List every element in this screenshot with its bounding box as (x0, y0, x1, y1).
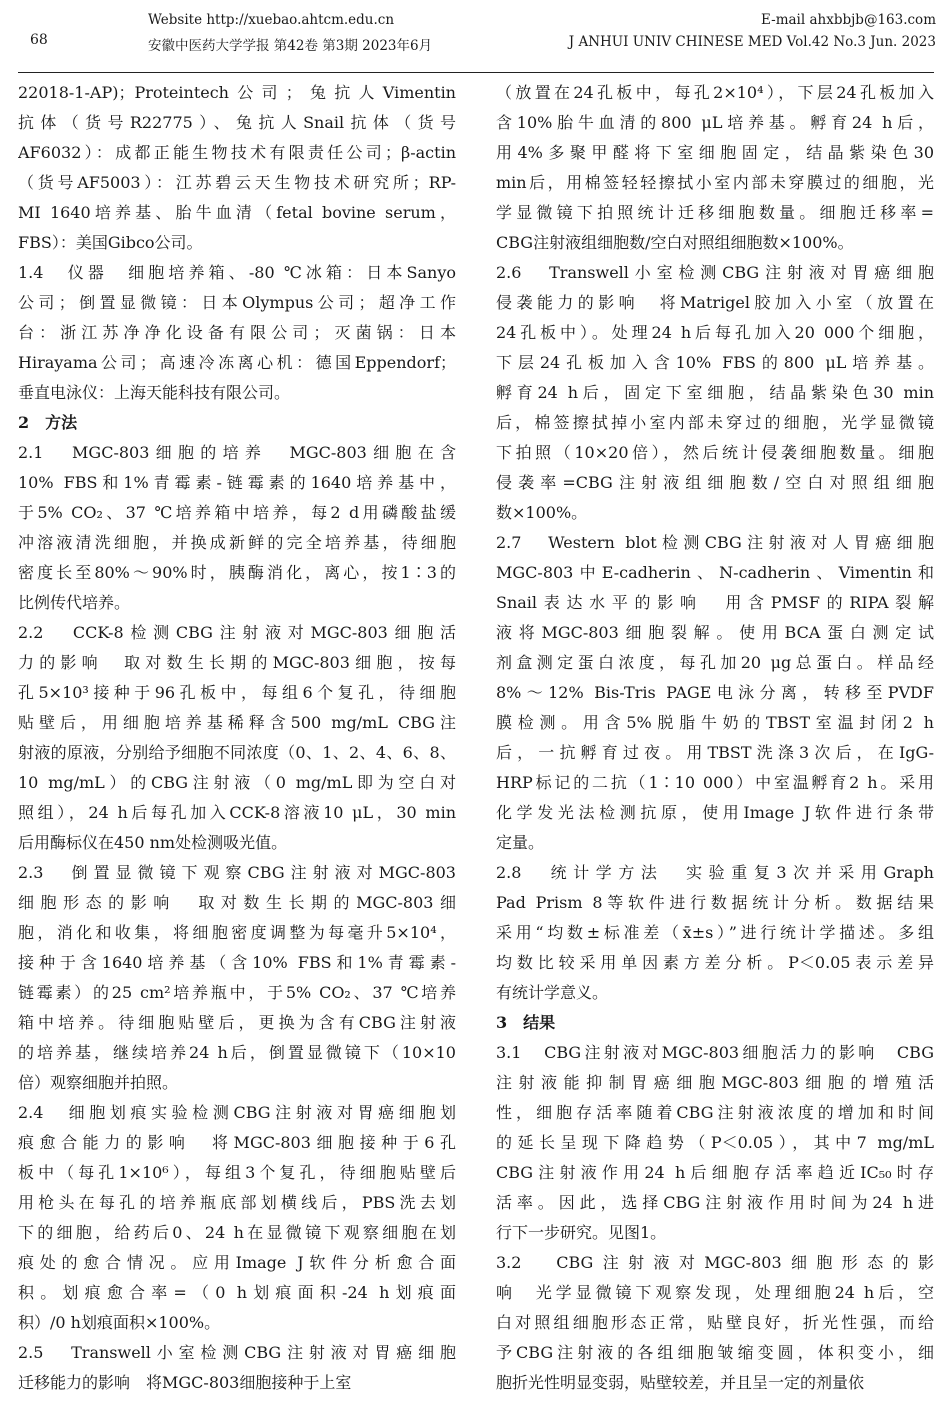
right-column (496, 78, 934, 1398)
header-rule (18, 72, 934, 73)
left-column (18, 78, 456, 1398)
text-line: 1.4 仪器 细胞培养箱、-80 ℃冰箱：日本Sanyo (18, 263, 456, 282)
text-line: 2.5 Transwell小室检测CBG注射液对胃癌细胞 (18, 1343, 456, 1362)
text-line: 含10%胎牛血清的800 μL培养基。孵育24 h后， (496, 113, 934, 132)
text-line: 10% FBS和1%青霉素-链霉素的1640培养基中， (18, 473, 456, 492)
text-line: 后用酶标仪在450 nm处检测吸光值。 (18, 833, 288, 852)
text-line: 性，细胞存活率随着CBG注射液浓度的增加和时间 (496, 1103, 934, 1122)
text-line: 板中（每孔1×10⁶），每组3个复孔，待细胞贴壁后 (18, 1163, 456, 1182)
text-line: 胞折光性明显变弱，贴壁较差，并且呈一定的剂量依 (496, 1373, 865, 1392)
text-line: MI 1640培养基、胎牛血清（fetal bovine serum， (18, 203, 456, 222)
text-line: 下拍照（10×20倍），然后统计侵袭细胞数量。细胞 (496, 443, 934, 462)
text-line: HRP标记的二抗（1∶10 000）中室温孵育2 h。采用 (496, 773, 934, 792)
text-line: AF6032）：成都正能生物技术有限责任公司；β-actin (18, 143, 456, 162)
journal-title-cn: 安徽中医药大学学报 第42卷 第3期 2023年6月 (148, 38, 433, 54)
text-line: 箱中培养。待细胞贴壁后，更换为含有CBG注射液 (18, 1013, 456, 1032)
text-line: 液将MGC-803细胞裂解。使用BCA蛋白测定试 (496, 623, 934, 642)
text-line: 定量。 (496, 833, 545, 852)
text-line: 2.2 CCK-8检测CBG注射液对MGC-803细胞活 (18, 623, 456, 642)
text-line: 有统计学意义。 (496, 983, 609, 1002)
text-line: 下的细胞，给药后0、24 h在显微镜下观察细胞在划 (18, 1223, 456, 1242)
text-line: 响 光学显微镜下观察发现，处理细胞24 h后，空 (496, 1283, 934, 1302)
text-line: 细胞形态的影响 取对数生长期的MGC-803细 (18, 893, 456, 912)
text-line: 注射液能抑制胃癌细胞MGC-803细胞的增殖活 (496, 1073, 934, 1092)
text-line: Snail表达水平的影响 用含PMSF的RIPA裂解 (496, 593, 934, 612)
text-line: 化学发光法检测抗原，使用Image J软件进行条带 (496, 803, 934, 822)
text-line: 侵袭率=CBG注射液组细胞数/空白对照组细胞 (496, 473, 934, 492)
text-line: 侵袭能力的影响 将Matrigel胶加入小室（放置在 (496, 293, 934, 312)
text-line: 采用“均数±标准差（x̄±s）”进行统计学描述。多组 (496, 923, 934, 942)
text-line: 剂盒测定蛋白浓度，每孔加20 μg总蛋白。样品经 (496, 653, 934, 672)
text-line: CBG注射液组细胞数/空白对照组细胞数×100%。 (496, 233, 854, 252)
page-header (30, 10, 936, 66)
text-line: 射液的原液，分别给予细胞不同浓度（0、1、2、4、6、8、 (18, 743, 456, 762)
text-line: 冲溶液清洗细胞，并换成新鲜的完全培养基，待细胞 (18, 533, 456, 552)
text-line: 2.6 Transwell小室检测CBG注射液对胃癌细胞 (496, 263, 934, 282)
text-line: 白对照组细胞形态正常，贴壁良好，折光性强，而给 (496, 1313, 934, 1332)
text-line: 数×100%。 (496, 503, 588, 522)
text-line: 抗体（货号R22775）、兔抗人Snail抗体（货号 (18, 113, 456, 132)
text-line: 均数比较采用单因素方差分析。P＜0.05表示差异 (496, 953, 934, 972)
text-line: 照组），24 h后每孔加入CCK-8溶液10 μL，30 min (18, 803, 456, 822)
text-line: Pad Prism 8等软件进行数据统计分析。数据结果 (496, 893, 934, 912)
text-line: 密度长至80%～90%时，胰酶消化，离心，按1∶3的 (18, 563, 456, 582)
text-line: FBS）：美国Gibco公司。 (18, 233, 203, 252)
text-line: 垂直电泳仪：上海天能科技有限公司。 (18, 383, 291, 402)
text-line: 3.2 CBG注射液对MGC-803细胞形态的影 (496, 1253, 934, 1272)
text-line: 接种于含1640培养基（含10% FBS和1%青霉素- (18, 953, 456, 972)
text-line: 台：浙江苏净净化设备有限公司；灭菌锅：日本 (18, 323, 456, 342)
text-line: 2.3 倒置显微镜下观察CBG注射液对MGC-803 (18, 863, 456, 882)
text-line: 3.1 CBG注射液对MGC-803细胞活力的影响 CBG (496, 1043, 934, 1062)
text-line: 积）/0 h划痕面积×100%。 (18, 1313, 221, 1332)
text-line: 2.1 MGC-803细胞的培养 MGC-803细胞在含 (18, 443, 456, 462)
text-line: 3 结果 (496, 1013, 556, 1032)
text-line: 22018-1-AP)；Proteintech公司；兔抗人Vimentin (18, 83, 456, 102)
text-line: 8%～12% Bis-Tris PAGE电泳分离，转移至PVDF (496, 683, 934, 702)
text-line: 孔5×10³接种于96孔板中，每组6个复孔，待细胞 (18, 683, 456, 702)
text-line: 10 mg/mL）的CBG注射液（0 mg/mL即为空白对 (18, 773, 456, 792)
text-line: 孵育24 h后，固定下室细胞，结晶紫染色30 min (496, 383, 934, 402)
text-line: 用4%多聚甲醛将下室细胞固定，结晶紫染色30 (496, 143, 934, 162)
text-line: 2.7 Western blot检测CBG注射液对人胃癌细胞 (496, 533, 934, 552)
text-line: 的延长呈现下降趋势（P＜0.05），其中7 mg/mL (496, 1133, 934, 1152)
text-line: 力的影响 取对数生长期的MGC-803细胞，按每 (18, 653, 456, 672)
text-line: CBG注射液作用24 h后细胞存活率趋近IC₅₀时存 (496, 1163, 934, 1182)
text-line: Hirayama公司；高速冷冻离心机：德国Eppendorf； (18, 353, 456, 372)
text-line: 2.8 统计学方法 实验重复3次并采用Graph (496, 863, 934, 882)
text-line: 后，棉签擦拭掉小室内部未穿过的细胞，光学显微镜 (496, 413, 934, 432)
text-line: 痕处的愈合情况。应用Image J软件分析愈合面 (18, 1253, 456, 1272)
text-line: 后，一抗孵育过夜。用TBST洗涤3次后，在IgG- (496, 743, 934, 762)
text-line: MGC-803中E-cadherin、N-cadherin、Vimentin和 (496, 563, 934, 582)
text-line: min后，用棉签轻轻擦拭小室内部未穿膜过的细胞，光 (496, 173, 934, 192)
text-line: 学显微镜下拍照统计迁移细胞数量。细胞迁移率= (496, 203, 934, 222)
text-line: 贴壁后，用细胞培养基稀释含500 mg/mL CBG注 (18, 713, 456, 732)
text-line: （放置在24孔板中，每孔2×10⁴），下层24孔板加入 (496, 83, 934, 102)
text-line: 倍）观察细胞并拍照。 (18, 1073, 179, 1092)
text-line: 痕愈合能力的影响 将MGC-803细胞接种于6孔 (18, 1133, 456, 1152)
text-line: 予CBG注射液的各组细胞皱缩变圆，体积变小，细 (496, 1343, 934, 1362)
text-line: 2.4 细胞划痕实验检测CBG注射液对胃癌细胞划 (18, 1103, 456, 1122)
text-line: 活率。因此，选择CBG注射液作用时间为24 h进 (496, 1193, 934, 1212)
text-line: 下层24孔板加入含10% FBS的800 μL培养基。 (496, 353, 934, 372)
journal-title-en: J ANHUI UNIV CHINESE MED Vol.42 No.3 Jun. 2023 (568, 34, 936, 50)
journal-website: Website http://xuebao.ahtcm.edu.cn (148, 12, 395, 28)
text-line: （货号AF5003）：江苏碧云天生物技术研究所；RP- (18, 173, 456, 192)
text-line: 链霉素）的25 cm²培养瓶中，于5% CO₂、37 ℃培养 (18, 983, 456, 1002)
text-line: 2 方法 (18, 413, 78, 432)
text-line: 的培养基，继续培养24 h后，倒置显微镜下（10×10 (18, 1043, 456, 1062)
text-line: 于5% CO₂、37 ℃培养箱中培养，每2 d用磷酸盐缓 (18, 503, 456, 522)
text-line: 迁移能力的影响 将MGC-803细胞接种于上室 (18, 1373, 352, 1392)
text-line: 比例传代培养。 (18, 593, 131, 612)
text-line: 胞，消化和收集，将细胞密度调整为每毫升5×10⁴， (18, 923, 456, 942)
page-number: 68 (30, 32, 48, 48)
text-line: 膜检测。用含5%脱脂牛奶的TBST室温封闭2 h (496, 713, 934, 732)
text-line: 积。划痕愈合率=（0 h划痕面积-24 h划痕面 (18, 1283, 456, 1302)
text-line: 行下一步研究。见图1。 (496, 1223, 667, 1242)
journal-email: E-mail ahxbbjb@163.com (761, 12, 936, 28)
text-line: 公司；倒置显微镜：日本Olympus公司；超净工作 (18, 293, 456, 312)
text-line: 用枪头在每孔的培养瓶底部划横线后，PBS洗去划 (18, 1193, 456, 1212)
text-line: 24孔板中）。处理24 h后每孔加入20 000个细胞， (496, 323, 934, 342)
